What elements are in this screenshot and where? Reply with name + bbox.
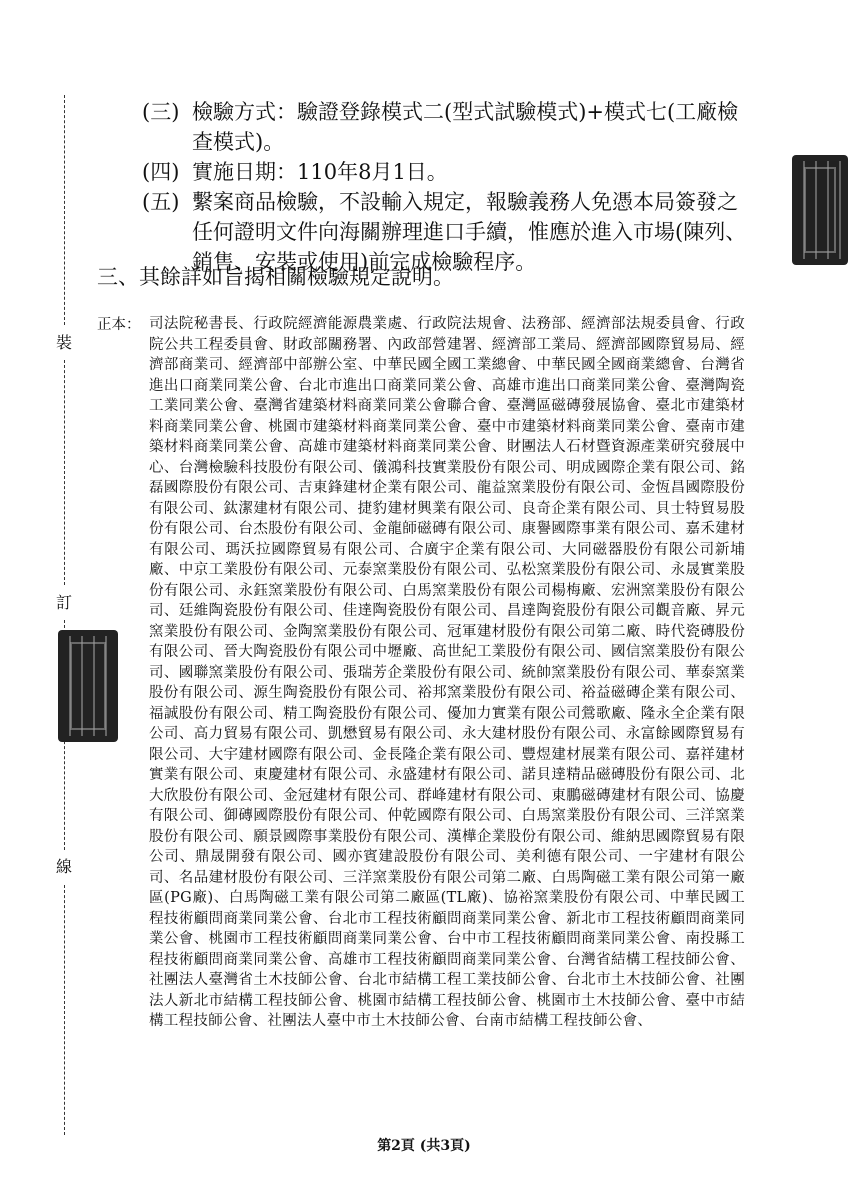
- binding-margin: [50, 95, 80, 1135]
- binding-mark-zhuang: 裝: [56, 333, 73, 352]
- inspection-items: [142, 97, 752, 277]
- binding-dash-line: [64, 885, 65, 1135]
- binding-mark-xian: 線: [56, 857, 73, 876]
- item-number: (四): [142, 160, 180, 184]
- item-number: (三): [142, 100, 180, 124]
- section-three: 三、其餘詳如旨揭相關檢驗規定說明。: [97, 265, 454, 289]
- binding-mark-ding: 訂: [56, 593, 73, 612]
- seal-stamp-left: [58, 630, 118, 742]
- item-inspection-method: [142, 97, 752, 157]
- item-number: (五): [142, 190, 180, 214]
- item-text: 實施日期：110年8月1日。: [192, 160, 448, 184]
- seal-stamp-right: [792, 155, 848, 265]
- binding-dash-line: [64, 95, 65, 325]
- page-number: 第2頁 (共3頁): [377, 1138, 471, 1154]
- item-text: 繫案商品檢驗，不設輸入規定，報驗義務人免憑本局簽發之任何證明文件向海關辦理進口手續，惟應於進入市場(陳列、銷售、安裝或使用)前完成檢驗程序。: [192, 190, 747, 274]
- item-text: 檢驗方式：驗證登錄模式二(型式試驗模式)+模式七(工廠檢查模式)。: [192, 100, 739, 154]
- item-effective-date: [142, 157, 752, 187]
- distribution-label: 正本：: [97, 317, 141, 333]
- binding-dash-line: [64, 360, 65, 585]
- distribution-list: 司法院秘書長、行政院經濟能源農業處、行政院法規會、法務部、經濟部法規委員會、行政院公共工程委員會、財政部關務署、內政部營建署、經濟部工業局、經濟部國際貿易局、經濟部商業司、經濟部中部辦公室、中華民國全國工業總會、中華民國全國商業總會、台灣省進出口商業同業公會、台北市進出口商業同業公會、高雄市進出口商業同業公會、臺灣陶瓷工業同業公會、臺灣省建築材料商業同業公會聯合會、臺灣區磁磚發展協會、臺北市建築材料商業同業公會、桃園市建築材料商業同業公會、臺中市建築材料商業同業公會、臺南市建築材料商業同業公會、高雄市建築材料商業同業公會、財團法人石材暨資源產業研究發展中心、台灣檢驗科技股份有限公司、儀鴻科技實業股份有限公司、明成國際企業有限公司、銘磊國際股份有限公司、吉東鋒建材企業有限公司、龍益窯業股份有限公司、金恆昌國際股份有限公司、鈦潔建材有限公司、捷豹建材興業有限公司、良奇企業有限公司、貝士特貿易股份有限公司、台杰股份有限公司、金龍師磁磚有限公司、康譽國際事業有限公司、嘉禾建材有限公司、瑪沃拉國際貿易有限公司、合廣宇企業有限公司、大同磁器股份有限公司新埔廠、中京工業股份有限公司、元泰窯業股份有限公司、弘松窯業股份有限公司、永晟實業股份有限公司、永鈺窯業股份有限公司、白馬窯業股份有限公司楊梅廠、宏洲窯業股份有限公司、廷維陶瓷股份有限公司、佳達陶瓷股份有限公司、昌達陶瓷股份有限公司觀音廠、昇元窯業股份有限公司、金陶窯業股份有限公司、冠軍建材股份有限公司第二廠、時代瓷磚股份有限公司、晉大陶瓷股份有限公司中壢廠、高世紀工業股份有限公司、國信窯業股份有限公司、國聯窯業股份有限公司、張瑞芳企業股份有限公司、統帥窯業股份有限公司、華泰窯業股份有限公司、源生陶瓷股份有限公司、裕邦窯業股份有限公司、裕益磁磚企業有限公司、福誠股份有限公司、精工陶瓷股份有限公司、優加力實業有限公司鶯歌廠、隆永全企業有限公司、高力貿易有限公司、凱懋貿易有限公司、永大建材股份有限公司、永富餘國際貿易有限公司、大宇建材國際有限公司、金長隆企業有限公司、豐煜建材展業有限公司、嘉祥建材實業有限公司、東慶建材有限公司、永盛建材有限公司、諾貝達精品磁磚股份有限公司、北大欣股份有限公司、金冠建材有限公司、群峰建材有限公司、東鵬磁磚建材有限公司、協慶有限公司、御磚國際股份有限公司、仲乾國際有限公司、白馬窯業股份有限公司、三洋窯業股份有限公司、願景國際事業股份有限公司、漢樺企業股份有限公司、維納思國際貿易有限公司、鼎晟開發有限公司、國亦賓建設股份有限公司、美利德有限公司、一宇建材有限公司、名品建材股份有限公司、三洋窯業股份有限公司第二廠、白馬陶磁工業有限公司第一廠區(PG廠)、白馬陶磁工業有限公司第二廠區(TL廠)、協裕窯業股份有限公司、中華民國工程技術顧問商業同業公會、台北市工程技術顧問商業同業公會、新北市工程技術顧問商業同業公會、桃園市工程技術顧問商業同業公會、台中市工程技術顧問商業同業公會、南投縣工程技術顧問商業同業公會、高雄市工程技術顧問商業同業公會、台灣省結構工程技師公會、社團法人臺灣省土木技師公會、台北市結構工程工業技師公會、台北市土木技師公會、社團法人新北市結構工程技師公會、桃園市結構工程技師公會、桃園市土木技師公會、臺中市結構工程技師公會、社團法人臺中市土木技師公會、台南市結構工程技師公會、: [149, 316, 745, 1029]
